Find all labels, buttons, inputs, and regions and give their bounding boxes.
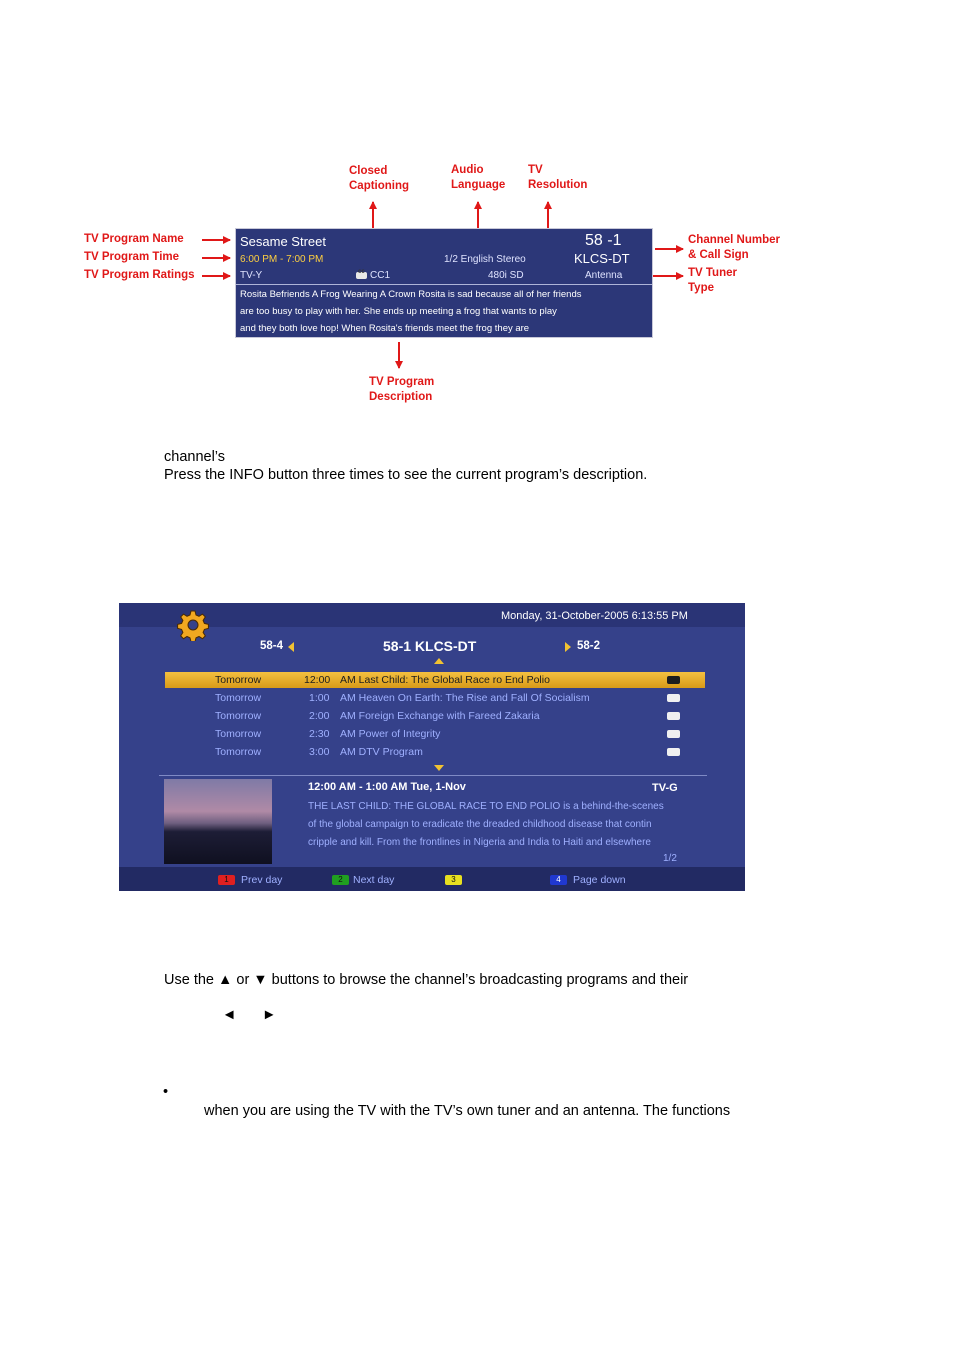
cc-icon — [667, 730, 680, 738]
description-line: and they both love hop! When Rosita's friends meet the frog they are — [240, 322, 530, 334]
yellow-button-key[interactable]: 3 — [445, 875, 462, 885]
epg-divider — [159, 775, 707, 776]
resolution: 480i SD — [488, 270, 524, 281]
callout-line: Type — [688, 281, 714, 294]
blue-button-key[interactable]: 4 — [550, 875, 567, 885]
program-day: Tomorrow — [215, 674, 262, 686]
gear-icon — [177, 609, 209, 641]
program-title: AM Power of Integrity — [340, 728, 441, 740]
program-time: 1:00 — [309, 692, 330, 704]
current-channel: 58-1 KLCS-DT — [383, 638, 477, 654]
call-sign: KLCS-DT — [574, 251, 630, 266]
callout-arrows — [0, 0, 954, 420]
text-info-instruction: Press the INFO button three times to see the current program’s description. — [164, 467, 648, 483]
epg-screen — [119, 603, 745, 891]
tuner-type: Antenna — [585, 270, 623, 281]
channel-number: 58 -1 — [585, 232, 622, 249]
cc-icon — [667, 676, 680, 684]
program-day: Tomorrow — [215, 746, 262, 758]
bullet-icon: • — [163, 1084, 169, 1100]
program-time: 6:00 PM - 7:00 PM — [240, 254, 324, 265]
prev-channel[interactable]: 58-4 — [260, 640, 284, 652]
callout-line: Captioning — [349, 179, 410, 192]
cc-indicator — [356, 270, 390, 281]
callout-line: Closed — [349, 165, 388, 177]
next-channel[interactable]: 58-2 — [577, 640, 601, 652]
green-button-key[interactable]: 2 — [332, 875, 349, 885]
program-thumbnail — [164, 779, 272, 864]
program-day: Tomorrow — [215, 692, 262, 704]
program-rating: TV-Y — [240, 270, 263, 281]
program-time: 2:30 — [309, 728, 330, 740]
description-line: are too busy to play with her. She ends up meeting a frog that wants to play — [240, 305, 557, 317]
text-tuner-note: when you are using the TV with the TV’s own tuner and an antenna. The functions — [204, 1103, 731, 1119]
text-channels: channel’s — [164, 449, 226, 465]
text-browse-instruction: Use the ▲ or ▼ buttons to browse the channel’s broadcasting programs and their — [164, 972, 689, 988]
left-arrow-icon[interactable] — [288, 642, 294, 652]
cc-icon — [667, 694, 680, 702]
detail-line: THE LAST CHILD: THE GLOBAL RACE TO END POLIO is a behind-the-scenes — [308, 801, 664, 812]
detail-line: of the global campaign to eradicate the dreaded childhood disease that contin — [308, 819, 652, 830]
callout-program-name: TV Program Name — [84, 233, 184, 245]
red-button-key[interactable]: 1 — [218, 875, 235, 885]
callout-line: TV Tuner — [688, 267, 737, 279]
program-description — [240, 287, 650, 337]
callout-line: Channel Number — [688, 234, 781, 246]
cc-icon — [667, 748, 680, 756]
epg-datetime: Monday, 31-October-2005 6:13:55 PM — [501, 610, 688, 622]
program-title: AM Foreign Exchange with Fareed Zakaria — [340, 710, 540, 722]
program-time: 2:00 — [309, 710, 330, 722]
right-arrow-icon[interactable] — [565, 642, 571, 652]
callout-line: Language — [451, 178, 506, 191]
callout-line: TV — [528, 164, 543, 176]
callout-program-ratings: TV Program Ratings — [84, 269, 195, 281]
cc-label: CC1 — [370, 270, 391, 281]
program-time: 12:00 — [304, 674, 331, 686]
program-name: Sesame Street — [240, 234, 326, 249]
program-time: 3:00 — [309, 746, 330, 758]
cc-icon — [667, 712, 680, 720]
detail-time: 12:00 AM - 1:00 AM Tue, 1-Nov — [308, 781, 466, 793]
callout-line: TV Program — [369, 376, 435, 388]
program-day: Tomorrow — [215, 710, 262, 722]
cc-icon — [356, 272, 367, 279]
scroll-down-icon[interactable] — [434, 765, 444, 771]
program-title: AM Heaven On Earth: The Rise and Fall Of Socialism — [340, 692, 590, 704]
detail-line: cripple and kill. From the frontlines in Nigeria and India to Haiti and elsewhere — [308, 837, 651, 848]
callout-line: Audio — [451, 164, 484, 176]
audio-language: 1/2 English Stereo — [444, 254, 526, 265]
prev-day-label[interactable]: Prev day — [241, 874, 283, 886]
program-title: AM Last Child: The Global Race ro End Polio — [340, 674, 550, 686]
program-day: Tomorrow — [215, 728, 262, 740]
page-down-label[interactable]: Page down — [573, 874, 626, 886]
callout-program-time: TV Program Time — [84, 251, 180, 263]
epg-bottom-bar — [119, 867, 745, 891]
scroll-up-icon[interactable] — [434, 658, 444, 664]
banner-divider — [236, 284, 652, 285]
callout-line: & Call Sign — [688, 248, 749, 261]
right-arrow-symbol: ► — [262, 1007, 277, 1023]
callout-line: Resolution — [528, 178, 588, 191]
description-line: Rosita Befriends A Frog Wearing A Crown Rosita is sad because all of her friends — [240, 289, 582, 300]
left-arrow-symbol: ◄ — [222, 1007, 237, 1023]
callout-line: Description — [369, 390, 433, 403]
info-banner — [235, 228, 653, 338]
next-day-label[interactable]: Next day — [353, 874, 395, 886]
detail-rating: TV-G — [652, 782, 678, 794]
page-indicator: 1/2 — [663, 853, 677, 864]
program-title: AM DTV Program — [340, 746, 423, 758]
